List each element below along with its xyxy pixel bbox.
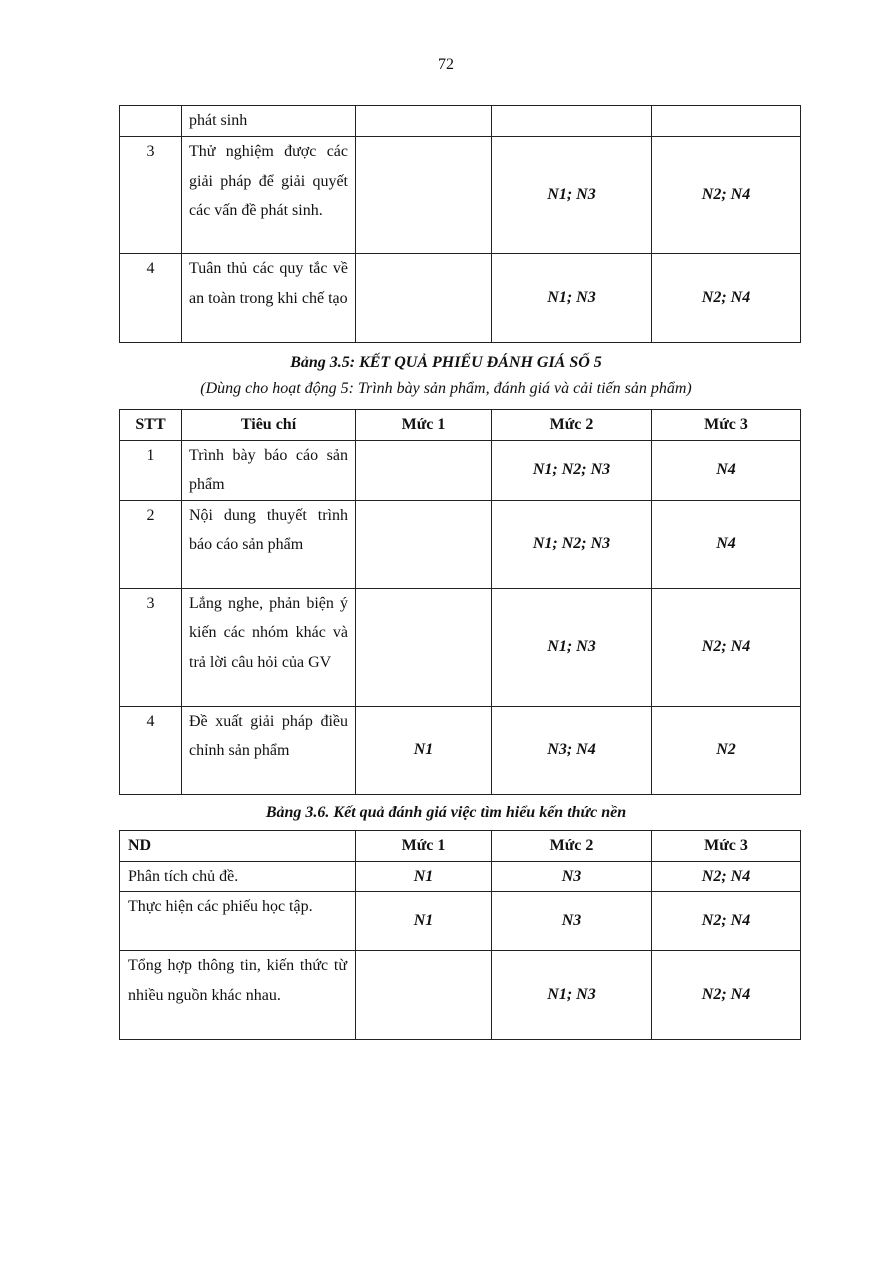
level-3-cell: N2; N4: [652, 861, 801, 892]
criterion-cell: Đề xuất giải pháp điều chỉnh sản phẩm: [182, 706, 356, 794]
stt-cell: 3: [120, 588, 182, 706]
level-1-cell: [356, 106, 492, 137]
level-2-cell: N1; N3: [492, 588, 652, 706]
level-3-cell: N2; N4: [652, 254, 801, 343]
criterion-cell: Lắng nghe, phản biện ý kiến các nhóm khác và trả lời câu hỏi của GV: [182, 588, 356, 706]
level-3-cell: N2; N4: [652, 137, 801, 254]
level-1-cell: [356, 137, 492, 254]
page-number: 72: [438, 56, 454, 73]
criterion-cell: Nội dung thuyết trình báo cáo sản phẩm: [182, 500, 356, 588]
nd-cell: Thực hiện các phiếu học tập.: [120, 892, 356, 951]
level-3-cell: N2; N4: [652, 951, 801, 1040]
header-level-2: Mức 2: [492, 831, 652, 862]
table-row: [120, 500, 801, 588]
level-2-cell: N1; N2; N3: [492, 440, 652, 500]
table-3-5-caption: Bảng 3.5: KẾT QUẢ PHIẾU ĐÁNH GIÁ SỐ 5: [290, 354, 602, 371]
level-2-cell: N3: [492, 892, 652, 951]
table-3-5-subcaption: (Dùng cho hoạt động 5: Trình bày sản phẩm, đánh giá và cải tiến sản phẩm): [200, 380, 692, 397]
level-1-cell: N1: [356, 706, 492, 794]
stt-cell: 2: [120, 500, 182, 588]
header-level-3: Mức 3: [652, 831, 801, 862]
level-3-cell: N4: [652, 500, 801, 588]
header-level-1: Mức 1: [356, 410, 492, 441]
table-row: [120, 254, 801, 343]
level-1-cell: [356, 500, 492, 588]
level-2-cell: N1; N3: [492, 254, 652, 343]
table-row: [120, 137, 801, 254]
level-1-cell: [356, 588, 492, 706]
level-2-cell: [492, 106, 652, 137]
level-1-cell: N1: [356, 892, 492, 951]
table-row: [120, 706, 801, 794]
header-stt: STT: [120, 410, 182, 441]
header-criterion: Tiêu chí: [182, 410, 356, 441]
table-row: [120, 951, 801, 1040]
level-1-cell: N1: [356, 861, 492, 892]
header-level-3: Mức 3: [652, 410, 801, 441]
table-header-row: [120, 831, 801, 862]
criterion-cell: phát sinh: [182, 106, 356, 137]
table-3-6-caption: Bảng 3.6. Kết quả đánh giá việc tìm hiểu kến thức nền: [265, 804, 627, 821]
header-level-1: Mức 1: [356, 831, 492, 862]
stt-cell: 3: [120, 137, 182, 254]
level-3-cell: N2: [652, 706, 801, 794]
level-2-cell: N1; N3: [492, 951, 652, 1040]
table-header-row: [120, 410, 801, 441]
level-3-cell: N4: [652, 440, 801, 500]
level-3-cell: [652, 106, 801, 137]
criterion-cell: Thử nghiệm được các giải pháp để giải quyết các vấn đề phát sinh.: [182, 137, 356, 254]
criterion-cell: Tuân thủ các quy tắc về an toàn trong khi chế tạo: [182, 254, 356, 343]
level-3-cell: N2; N4: [652, 892, 801, 951]
level-2-cell: N1; N3: [492, 137, 652, 254]
level-1-cell: [356, 254, 492, 343]
table-row: [120, 106, 801, 137]
level-1-cell: [356, 440, 492, 500]
level-3-cell: N2; N4: [652, 588, 801, 706]
header-level-2: Mức 2: [492, 410, 652, 441]
stt-cell: 1: [120, 440, 182, 500]
level-1-cell: [356, 951, 492, 1040]
criterion-cell: Trình bày báo cáo sản phẩm: [182, 440, 356, 500]
table-row: [120, 588, 801, 706]
stt-cell: [120, 106, 182, 137]
level-2-cell: N1; N2; N3: [492, 500, 652, 588]
stt-cell: 4: [120, 254, 182, 343]
header-nd: ND: [120, 831, 356, 862]
level-2-cell: N3; N4: [492, 706, 652, 794]
level-2-cell: N3: [492, 861, 652, 892]
nd-cell: Phân tích chủ đề.: [120, 861, 356, 892]
table-row: [120, 892, 801, 951]
table-row: [120, 440, 801, 500]
continued-criteria-table: [119, 105, 801, 343]
stt-cell: 4: [120, 706, 182, 794]
table-3-5: [119, 409, 801, 795]
nd-cell: Tổng hợp thông tin, kiến thức từ nhiều nguồn khác nhau.: [120, 951, 356, 1040]
table-row: [120, 861, 801, 892]
table-3-6: [119, 830, 801, 1040]
